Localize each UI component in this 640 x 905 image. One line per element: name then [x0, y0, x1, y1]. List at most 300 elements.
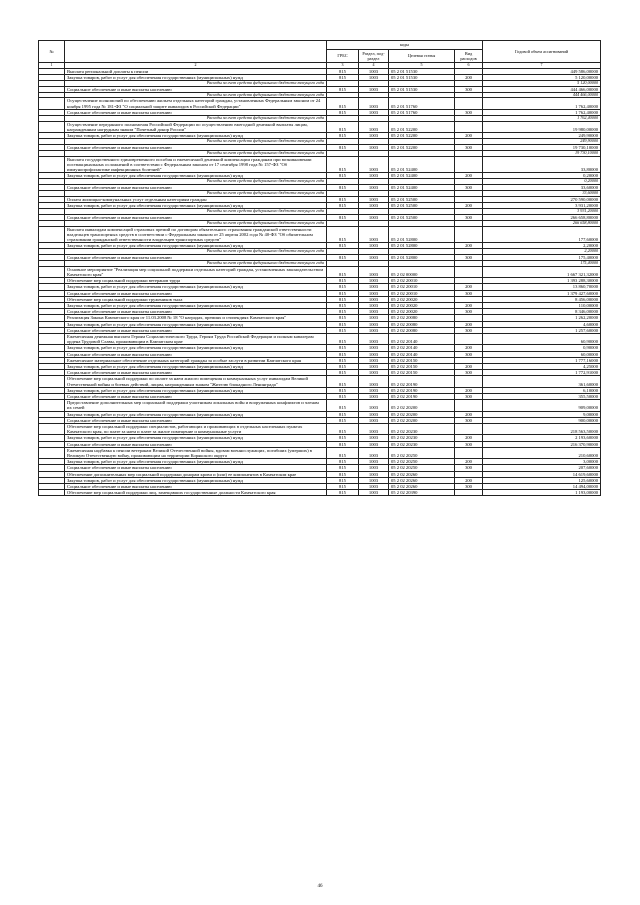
item-name-cell: Обеспечение дополнительных мер социальной поддержки донорам крови и (или) ее компонентов в Камчатском крае	[65, 471, 327, 477]
grbs-cell: 815	[327, 411, 359, 417]
grbs-cell: 815	[327, 109, 359, 115]
grbs-cell: 815	[327, 490, 359, 496]
item-name-cell: Расходы за счет средств федерального бюджета текущего года	[65, 92, 327, 98]
target-article-cell: 05 2 01 52500	[389, 202, 455, 208]
grbs-cell: 815	[327, 290, 359, 296]
section-cell: 1003	[359, 156, 389, 173]
target-article-cell: 05 2 02 20020	[389, 302, 455, 308]
section-cell: 1003	[359, 184, 389, 190]
grbs-cell: 815	[327, 435, 359, 441]
grbs-cell: 815	[327, 144, 359, 150]
target-article-cell: 05 2 01 51530	[389, 68, 455, 74]
item-name-cell: Оплата жилищно-коммунальных услуг отдельным категориям граждан	[65, 196, 327, 202]
amount-cell: 3 931,20000	[483, 209, 601, 215]
amount-cell: 207,60000	[483, 465, 601, 471]
grbs-cell: 815	[327, 173, 359, 179]
section-cell: 1003	[359, 74, 389, 80]
item-name-cell: Закупка товаров, работ и услуг для обеспечения государственных (муниципальных) нужд	[65, 202, 327, 208]
grbs-cell: 815	[327, 484, 359, 490]
colnum-5: 5	[389, 63, 455, 69]
grbs-cell: 815	[327, 156, 359, 173]
target-article-cell: 05 2 01 52200	[389, 144, 455, 150]
item-name-cell: Предоставление дополнительных мер социальной поддержки участникам локальных войн и вооруженных конфликтов и членам их семей	[65, 400, 327, 411]
expense-type-cell	[455, 226, 483, 243]
item-name-cell: Закупка товаров, работ и услуг для обеспечения государственных (муниципальных) нужд	[65, 243, 327, 249]
section-cell: 1003	[359, 376, 389, 387]
amount-cell: 2 193,60000	[483, 435, 601, 441]
budget-row	[39, 156, 601, 173]
item-name-cell: Закупка товаров, работ и услуг для обеспечения государственных (муниципальных) нужд	[65, 387, 327, 393]
item-name-cell: Социальное обеспечение и иные выплаты населению	[65, 370, 327, 376]
target-article-cell: 05 2 02 20080	[389, 327, 455, 333]
section-cell: 1003	[359, 363, 389, 369]
expense-type-cell	[455, 490, 483, 496]
section-cell: 1003	[359, 345, 389, 351]
target-article-cell: 05 2 01 51760	[389, 109, 455, 115]
amount-cell: 909,00000	[483, 400, 601, 411]
section-cell: 1003	[359, 302, 389, 308]
target-article-cell: 05 2 01 52800	[389, 254, 455, 260]
item-name-cell: Обеспечение мер социальной поддержки тружеников тыла	[65, 296, 327, 302]
section-cell: 1003	[359, 121, 389, 132]
item-name-cell: Обеспечение мер социальной поддержки лиц, замещавших государственные должности Камчатского края	[65, 490, 327, 496]
target-article-cell: 05 2 02 20080	[389, 315, 455, 321]
colnum-6: 6	[455, 63, 483, 69]
grbs-cell: 815	[327, 226, 359, 243]
item-name-cell: Расходы за счет средств федерального бюджета текущего года	[65, 220, 327, 226]
section-cell: 1003	[359, 296, 389, 302]
grbs-cell: 815	[327, 266, 359, 277]
grbs-cell: 815	[327, 214, 359, 220]
grbs-cell: 815	[327, 357, 359, 363]
item-name-cell: Закупка товаров, работ и услуг для обеспечения государственных (муниципальных) нужд	[65, 284, 327, 290]
expense-type-cell: 300	[455, 370, 483, 376]
grbs-cell: 815	[327, 417, 359, 423]
expense-type-cell: 200	[455, 173, 483, 179]
item-name-cell: Расходы за счет средств федерального бюджета текущего года	[65, 209, 327, 215]
amount-cell: 355,50000	[483, 393, 601, 399]
item-name-cell: Выплата государственного единовременного пособия и ежемесячной денежной компенсации гражданам при возникновении поствакцинальных осложнений в соответствии с Федеральным законом от 17 сентября 1998 года № 157-ФЗ "Об иммунопрофилактике инфекционных болезней"	[65, 156, 327, 173]
grbs-cell: 815	[327, 86, 359, 92]
item-name-cell: Социальное обеспечение и иные выплаты населению	[65, 86, 327, 92]
grbs-cell: 815	[327, 465, 359, 471]
item-name-cell: Закупка товаров, работ и услуг для обеспечения государственных (муниципальных) нужд	[65, 459, 327, 465]
target-article-cell: 05 2 02 20080	[389, 321, 455, 327]
target-article-cell: 05 2 02 20140	[389, 345, 455, 351]
target-article-cell: 05 2 02 20010	[389, 278, 455, 284]
target-article-cell: 05 2 02 20260	[389, 471, 455, 477]
item-name-cell: Обеспечение мер социальной поддержки специалистов, работающих и проживающих в отдельных населенных пунктах Камчатского края, по плате за наем и плате за жилое помещение и коммунальные услуги	[65, 423, 327, 434]
row-number-cell	[39, 98, 65, 109]
row-number-cell	[39, 226, 65, 243]
expense-type-cell: 300	[455, 465, 483, 471]
grbs-cell: 815	[327, 327, 359, 333]
expense-type-cell: 200	[455, 345, 483, 351]
section-cell: 1003	[359, 202, 389, 208]
target-article-cell: 05 2 01 51760	[389, 98, 455, 109]
amount-cell: 1 667 321,32000	[483, 266, 601, 277]
target-article-cell: 05 2 02 20010	[389, 290, 455, 296]
grbs-cell: 815	[327, 393, 359, 399]
amount-cell: 266 658,80000	[483, 220, 601, 226]
item-name-cell: Реализация Закона Камчатского края от 11.03.2008 № 18 "О наградах, премиях и стипендиях Камчатского края"	[65, 315, 327, 321]
target-article-cell: 05 2 02 20200	[389, 400, 455, 411]
grbs-cell: 815	[327, 309, 359, 315]
amount-cell: 249,90000	[483, 132, 601, 138]
item-name-cell: Ежемесячная надбавка к пенсии ветеранам Великой Отечественной войны, вдовам военнослужащих, погибших (умерших) в Великую Отечественную войну, проживающим на территории Корякского округа	[65, 447, 327, 458]
section-cell: 1003	[359, 309, 389, 315]
grbs-cell: 815	[327, 121, 359, 132]
amount-cell: 0,20000	[483, 173, 601, 179]
amount-cell: 19 730,10000	[483, 150, 601, 156]
item-name-cell: Расходы за счет средств федерального бюджета текущего года	[65, 249, 327, 255]
item-name-cell: Закупка товаров, работ и услуг для обеспечения государственных (муниципальных) нужд	[65, 345, 327, 351]
expense-type-cell: 200	[455, 74, 483, 80]
expense-type-cell: 200	[455, 477, 483, 483]
expense-type-cell: 200	[455, 435, 483, 441]
target-article-cell: 05 2 02 20150	[389, 363, 455, 369]
section-cell: 1003	[359, 411, 389, 417]
section-cell: 1003	[359, 144, 389, 150]
item-name-cell: Обеспечение мер социальной поддержки ветеранов труда	[65, 278, 327, 284]
row-number-cell	[39, 121, 65, 132]
amount-cell: 1 379 427,60000	[483, 290, 601, 296]
item-name-cell: Закупка товаров, работ и услуг для обеспечения государственных (муниципальных) нужд	[65, 132, 327, 138]
expense-type-cell	[455, 423, 483, 434]
section-cell: 1003	[359, 132, 389, 138]
amount-cell: 3,00000	[483, 459, 601, 465]
expense-type-cell: 200	[455, 202, 483, 208]
target-article-cell: 05 2 01 52500	[389, 196, 455, 202]
item-name-cell: Социальное обеспечение и иные выплаты населению	[65, 351, 327, 357]
grbs-cell: 815	[327, 370, 359, 376]
grbs-cell: 815	[327, 459, 359, 465]
amount-cell: 0,20000	[483, 179, 601, 185]
target-article-cell: 05 2 02 20010	[389, 284, 455, 290]
section-cell: 1003	[359, 68, 389, 74]
item-name-cell: Социальное обеспечение и иные выплаты населению	[65, 184, 327, 190]
item-name-cell: Социальное обеспечение и иные выплаты населению	[65, 465, 327, 471]
item-name-cell: Социальное обеспечение и иные выплаты населению	[65, 144, 327, 150]
amount-cell: 125,60000	[483, 477, 601, 483]
target-article-cell: 05 2 01 52200	[389, 121, 455, 132]
expense-type-cell: 200	[455, 459, 483, 465]
target-article-cell: 05 2 02 20230	[389, 435, 455, 441]
expense-type-cell: 200	[455, 132, 483, 138]
row-number-cell	[39, 156, 65, 173]
item-name-cell: Закупка товаров, работ и услуг для обеспечения государственных (муниципальных) нужд	[65, 435, 327, 441]
page-number: 46	[317, 884, 323, 889]
section-cell: 1003	[359, 471, 389, 477]
amount-cell: 33,60000	[483, 184, 601, 190]
grbs-cell: 815	[327, 302, 359, 308]
section-cell: 1003	[359, 284, 389, 290]
table-body	[39, 41, 601, 496]
section-cell: 1003	[359, 327, 389, 333]
amount-cell: 177,60000	[483, 226, 601, 243]
target-article-cell: 05 2 02 20250	[389, 465, 455, 471]
grbs-cell: 815	[327, 321, 359, 327]
grbs-cell: 815	[327, 184, 359, 190]
section-cell: 1003	[359, 484, 389, 490]
row-number-cell	[39, 376, 65, 387]
item-name-cell: Закупка товаров, работ и услуг для обеспечения государственных (муниципальных) нужд	[65, 173, 327, 179]
row-number-cell	[39, 447, 65, 458]
target-article-cell: 05 2 01 52800	[389, 226, 455, 243]
section-cell: 1003	[359, 400, 389, 411]
target-article-cell: 05 2 02 20190	[389, 393, 455, 399]
target-article-cell: 05 2 02 20390	[389, 490, 455, 496]
grbs-cell: 815	[327, 471, 359, 477]
grbs-cell: 815	[327, 315, 359, 321]
grbs-cell: 815	[327, 68, 359, 74]
amount-cell: 449 586,00000	[483, 68, 601, 74]
item-name-cell: Осуществление переданного полномочия Российской Федерации по осуществлению ежегодной денежной выплаты лицам, награжденным нагрудным знаком "Почетный донор России"	[65, 121, 327, 132]
budget-row	[39, 98, 601, 109]
section-cell: 1003	[359, 417, 389, 423]
item-name-cell: Социальное обеспечение и иные выплаты населению	[65, 393, 327, 399]
target-article-cell: 05 2 02 20020	[389, 296, 455, 302]
expense-type-cell	[455, 333, 483, 344]
row-number-cell	[39, 490, 65, 496]
header-amount: Годовой объем ассигнований	[483, 41, 601, 63]
grbs-cell: 815	[327, 387, 359, 393]
item-name-cell: Социальное обеспечение и иные выплаты населению	[65, 327, 327, 333]
section-cell: 1003	[359, 351, 389, 357]
amount-cell: 4,25000	[483, 363, 601, 369]
item-name-cell: Социальное обеспечение и иные выплаты населению	[65, 214, 327, 220]
budget-row	[39, 400, 601, 411]
expense-type-cell	[455, 156, 483, 173]
item-name-cell: Осуществление полномочий по обеспечению жильем отдельных категорий граждан, установленных Федеральным законом от 24 ноября 1995 года № 181-ФЗ "О социальной защите инвалидов в Российской Федерации"	[65, 98, 327, 109]
target-article-cell: 05 2 02 20150	[389, 357, 455, 363]
amount-cell: 14 619,60000	[483, 471, 601, 477]
target-article-cell: 05 2 02 20140	[389, 351, 455, 357]
amount-cell: 8 456,00000	[483, 296, 601, 302]
colnum-2: 2	[65, 63, 327, 69]
amount-cell: 1 762,40000	[483, 98, 601, 109]
item-name-cell: Социальное обеспечение и иные выплаты населению	[65, 109, 327, 115]
colnum-1: 1	[39, 63, 65, 69]
amount-cell: 1 393 288,30000	[483, 278, 601, 284]
grbs-cell: 815	[327, 400, 359, 411]
amount-cell: 110,00000	[483, 302, 601, 308]
grbs-cell: 815	[327, 296, 359, 302]
target-article-cell: 05 2 01 52400	[389, 156, 455, 173]
grbs-cell: 815	[327, 376, 359, 387]
item-name-cell: Расходы за счет средств федерального бюджета текущего года	[65, 179, 327, 185]
header-row-1	[39, 41, 601, 50]
amount-cell: 444 466,00000	[483, 92, 601, 98]
amount-cell: 1 762,40000	[483, 115, 601, 121]
expense-type-cell	[455, 266, 483, 277]
expense-type-cell: 300	[455, 441, 483, 447]
expense-type-cell: 300	[455, 484, 483, 490]
target-article-cell: 05 2 02 20230	[389, 423, 455, 434]
section-cell: 1003	[359, 465, 389, 471]
budget-row	[39, 226, 601, 243]
section-cell: 1003	[359, 441, 389, 447]
amount-cell: 1 772,91000	[483, 370, 601, 376]
grbs-cell: 815	[327, 254, 359, 260]
target-article-cell: 05 2 02 20190	[389, 387, 455, 393]
item-name-cell: Закупка товаров, работ и услуг для обеспечения государственных (муниципальных) нужд	[65, 321, 327, 327]
expense-type-cell: 300	[455, 327, 483, 333]
section-cell: 1003	[359, 357, 389, 363]
amount-cell: 2,20000	[483, 249, 601, 255]
header-num: №	[39, 41, 65, 63]
item-name-cell: Закупка товаров, работ и услуг для обеспечения государственных (муниципальных) нужд	[65, 302, 327, 308]
section-cell: 1003	[359, 387, 389, 393]
expense-type-cell: 200	[455, 387, 483, 393]
budget-row	[39, 266, 601, 277]
target-article-cell: 05 2 02 20020	[389, 309, 455, 315]
grbs-cell: 815	[327, 447, 359, 458]
grbs-cell: 815	[327, 423, 359, 434]
item-name-cell: Расходы за счет средств федерального бюджета текущего года	[65, 139, 327, 145]
amount-cell: 1 262,20000	[483, 315, 601, 321]
header-name	[65, 41, 327, 63]
expense-type-cell	[455, 447, 483, 458]
expense-type-cell: 300	[455, 144, 483, 150]
target-article-cell: 05 2 02 20230	[389, 441, 455, 447]
grbs-cell: 815	[327, 345, 359, 351]
section-cell: 1003	[359, 370, 389, 376]
amount-cell: 210,60000	[483, 447, 601, 458]
item-name-cell: Выплата региональной доплаты к пенсии	[65, 68, 327, 74]
target-article-cell: 05 2 02 20140	[389, 333, 455, 344]
item-name-cell: Обеспечение мер социальной поддержки по оплате за наем жилого помещения и коммунальных услуг инвалидам Великой Отечественной войны и боевых действий, лицам, награжденным знаком "Жителю блокадного Ленинграда"	[65, 376, 327, 387]
amount-cell: 60,00000	[483, 351, 601, 357]
amount-cell: 175,40000	[483, 254, 601, 260]
section-cell: 1003	[359, 459, 389, 465]
section-cell: 1003	[359, 435, 389, 441]
section-cell: 1003	[359, 393, 389, 399]
item-name-cell: Расходы за счет средств федерального бюджета текущего года	[65, 261, 327, 267]
header-vid: Вид расходов	[455, 50, 483, 63]
row-number-cell	[39, 266, 65, 277]
section-cell: 1003	[359, 226, 389, 243]
target-article-cell: 05 2 02 20260	[389, 477, 455, 483]
expense-type-cell: 300	[455, 86, 483, 92]
amount-cell: 175,40000	[483, 261, 601, 267]
budget-row	[39, 423, 601, 434]
amount-cell: 19 730,10000	[483, 144, 601, 150]
expense-type-cell: 300	[455, 214, 483, 220]
target-article-cell: 05 2 02 20250	[389, 447, 455, 458]
target-article-cell: 05 2 02 00000	[389, 266, 455, 277]
item-name-cell: Социальное обеспечение и иные выплаты населению	[65, 309, 327, 315]
section-cell: 1003	[359, 490, 389, 496]
colnum-4: 4	[359, 63, 389, 69]
section-cell: 1003	[359, 243, 389, 249]
amount-cell: 6,10000	[483, 387, 601, 393]
amount-cell: 361,60000	[483, 376, 601, 387]
amount-cell: 218 563,50000	[483, 423, 601, 434]
amount-cell: 1 777,16000	[483, 357, 601, 363]
expense-type-cell	[455, 121, 483, 132]
budget-row	[39, 376, 601, 387]
section-cell: 1003	[359, 447, 389, 458]
amount-cell: 216 370,90000	[483, 441, 601, 447]
expense-type-cell: 300	[455, 309, 483, 315]
target-article-cell: 05 2 01 52800	[389, 243, 455, 249]
item-name-cell: Ежемесячное материальное обеспечение отдельных категорий граждан за особые заслуги в развитии Камчатского края	[65, 357, 327, 363]
amount-cell: 33,60000	[483, 191, 601, 197]
expense-type-cell: 300	[455, 351, 483, 357]
item-name-cell: Закупка товаров, работ и услуг для обеспечения государственных (муниципальных) нужд	[65, 74, 327, 80]
grbs-cell: 815	[327, 196, 359, 202]
amount-cell: 14 494,00000	[483, 484, 601, 490]
amount-cell: 5 120,00000	[483, 74, 601, 80]
grbs-cell: 815	[327, 351, 359, 357]
amount-cell: 444 466,00000	[483, 86, 601, 92]
grbs-cell: 815	[327, 363, 359, 369]
target-article-cell: 05 2 02 20150	[389, 370, 455, 376]
budget-row	[39, 447, 601, 458]
expense-type-cell: 200	[455, 411, 483, 417]
expense-type-cell: 200	[455, 321, 483, 327]
amount-cell: 900,00000	[483, 417, 601, 423]
header-grbs: ГРБС	[327, 50, 359, 63]
header-statya: Целевая статья	[389, 50, 455, 63]
budget-row	[39, 121, 601, 132]
amount-cell: 13 860,70000	[483, 284, 601, 290]
grbs-cell: 815	[327, 202, 359, 208]
item-name-cell: Основное мероприятие "Реализация мер социальной поддержки отдельных категорий граждан, установленных законодательством Камчатского края"	[65, 266, 327, 277]
row-number-cell	[39, 400, 65, 411]
amount-cell: 19 980,00000	[483, 121, 601, 132]
item-name-cell: Закупка товаров, работ и услуг для обеспечения государственных (муниципальных) нужд	[65, 411, 327, 417]
amount-cell: 266 658,80000	[483, 214, 601, 220]
expense-type-cell: 200	[455, 284, 483, 290]
item-name-cell: Расходы за счет средств федерального бюджета текущего года	[65, 80, 327, 86]
expense-type-cell: 300	[455, 109, 483, 115]
target-article-cell: 05 2 01 52400	[389, 184, 455, 190]
amount-cell: 270 590,00000	[483, 196, 601, 202]
section-cell: 1003	[359, 423, 389, 434]
budget-row	[39, 490, 601, 496]
amount-cell: 8 346,00000	[483, 309, 601, 315]
grbs-cell: 815	[327, 98, 359, 109]
item-name-cell: Социальное обеспечение и иные выплаты населению	[65, 290, 327, 296]
section-cell: 1003	[359, 333, 389, 344]
target-article-cell: 05 2 02 20250	[389, 459, 455, 465]
section-cell: 1003	[359, 477, 389, 483]
target-article-cell: 05 2 01 51530	[389, 86, 455, 92]
budget-row	[39, 333, 601, 344]
section-cell: 1003	[359, 290, 389, 296]
item-name-cell: Закупка товаров, работ и услуг для обеспечения государственных (муниципальных) нужд	[65, 363, 327, 369]
expense-type-cell: 200	[455, 243, 483, 249]
amount-cell: 2,20000	[483, 243, 601, 249]
target-article-cell: 05 2 02 20200	[389, 417, 455, 423]
amount-cell: 1 257,60000	[483, 327, 601, 333]
amount-cell: 33,80000	[483, 156, 601, 173]
expense-type-cell: 300	[455, 290, 483, 296]
grbs-cell: 815	[327, 477, 359, 483]
expense-type-cell	[455, 98, 483, 109]
expense-type-cell	[455, 376, 483, 387]
item-name-cell: Закупка товаров, работ и услуг для обеспечения государственных (муниципальных) нужд	[65, 477, 327, 483]
section-cell: 1003	[359, 254, 389, 260]
section-cell: 1003	[359, 196, 389, 202]
grbs-cell: 815	[327, 441, 359, 447]
budget-table	[38, 40, 601, 496]
amount-cell: 1 762,40000	[483, 109, 601, 115]
grbs-cell: 815	[327, 243, 359, 249]
item-name-cell: Социальное обеспечение и иные выплаты населению	[65, 441, 327, 447]
